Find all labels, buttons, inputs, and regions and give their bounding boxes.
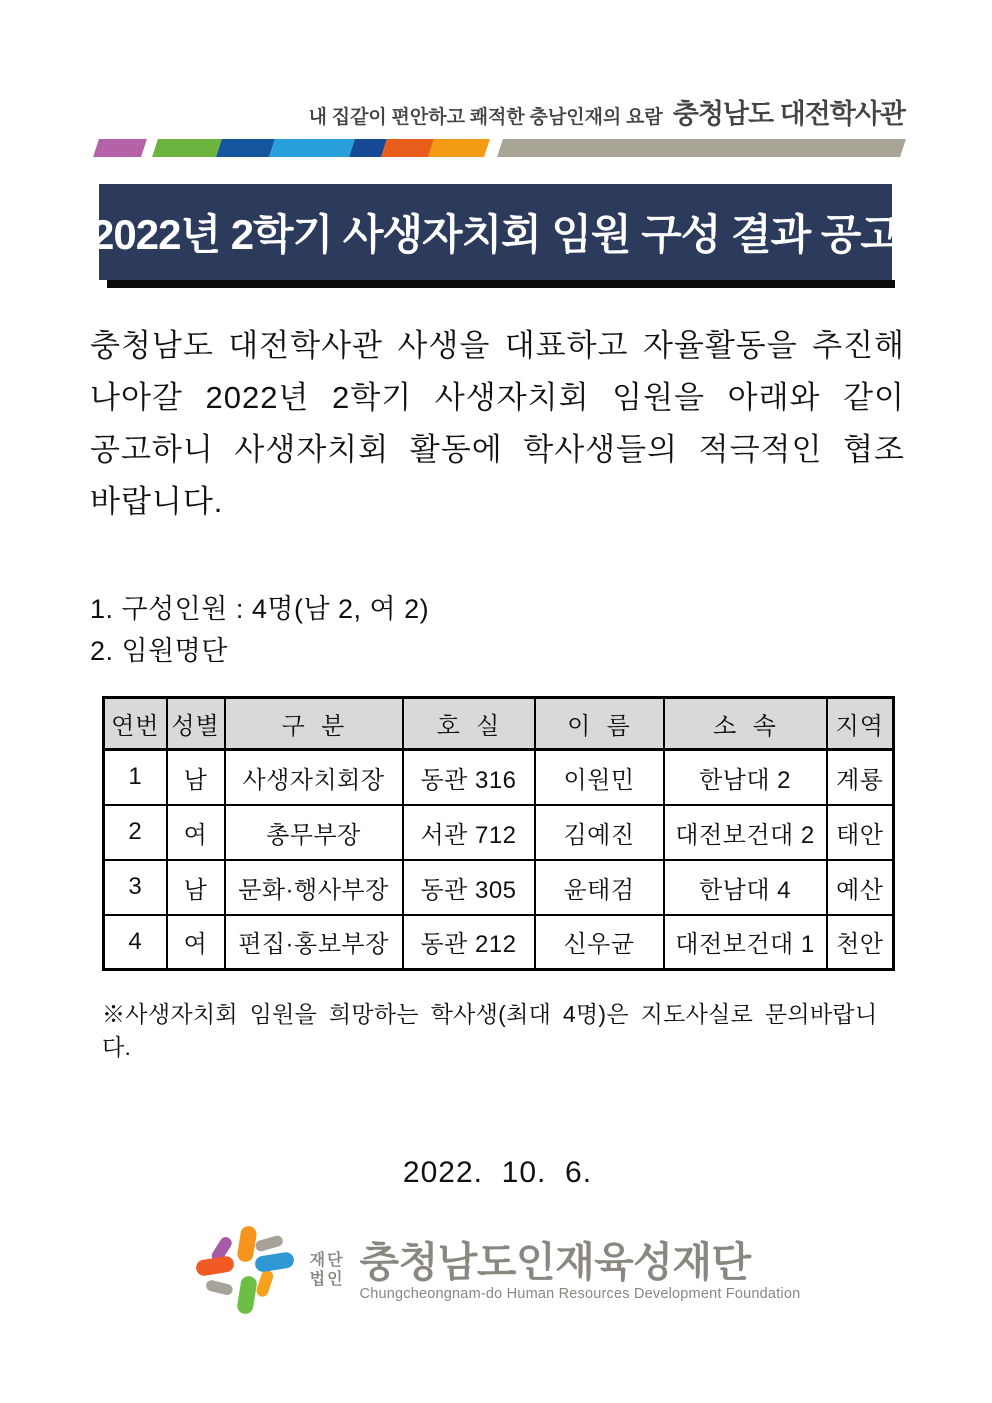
cell-region: 계룡 xyxy=(827,750,894,805)
cell-room: 동관 212 xyxy=(403,915,535,970)
cell-no: 4 xyxy=(104,915,167,970)
list-item-roster: 2. 임원명단 xyxy=(90,636,228,666)
stripe-segment-lightblue xyxy=(269,139,355,157)
decorative-stripe xyxy=(90,139,905,157)
header-slogan: 내 집같이 편안하고 쾌적한 충남인재의 요람 xyxy=(308,107,663,128)
col-header-no: 연번 xyxy=(104,698,167,750)
col-header-region: 지역 xyxy=(827,698,894,750)
cell-room: 동관 305 xyxy=(403,860,535,915)
cell-name: 김예진 xyxy=(535,805,664,860)
table-row xyxy=(104,915,894,970)
cell-region: 태안 xyxy=(827,805,894,860)
table-row xyxy=(104,860,894,915)
intro-line-3: 공고하니 사생자치회 활동에 학사생들의 적극적인 협조 xyxy=(90,432,905,467)
cell-role: 문화·행사부장 xyxy=(225,860,403,915)
cell-name: 이원민 xyxy=(535,750,664,805)
cell-school: 대전보건대 1 xyxy=(664,915,827,970)
col-header-name: 이 름 xyxy=(535,698,664,750)
cell-region: 천안 xyxy=(827,915,894,970)
header-brand: 충청남도 대전학사관 xyxy=(672,99,905,129)
table-row xyxy=(104,750,894,805)
org-main xyxy=(360,1239,801,1302)
cell-name: 윤태검 xyxy=(535,860,664,915)
stripe-segment-red xyxy=(381,139,434,157)
title-banner xyxy=(91,184,900,280)
org-prefix-bottom: 법인 xyxy=(309,1271,345,1288)
intro-line-2: 나아갈 2022년 2학기 사생자치회 임원을 아래와 같이 xyxy=(90,380,905,415)
col-header-room: 호 실 xyxy=(403,698,535,750)
cell-role: 총무부장 xyxy=(225,805,403,860)
stripe-segment-darkblue xyxy=(216,139,275,157)
col-header-school: 소 속 xyxy=(664,698,827,750)
stripe-segment-gray xyxy=(497,139,906,157)
cell-name: 신우균 xyxy=(535,915,664,970)
cell-no: 2 xyxy=(104,805,167,860)
org-name: 충청남도인재육성재단 xyxy=(359,1238,751,1285)
announcement-date: 2022. 10. 6. xyxy=(402,1156,593,1189)
masthead xyxy=(90,92,905,157)
cell-room: 동관 316 xyxy=(403,750,535,805)
cell-school: 한남대 4 xyxy=(664,860,827,915)
footer-logo xyxy=(90,1226,905,1314)
org-prefix-top: 재단 xyxy=(309,1252,345,1269)
org-name-english: Chungcheongnam-do Human Resources Development Foundation xyxy=(359,1285,801,1302)
cell-no: 1 xyxy=(104,750,167,805)
numbered-list xyxy=(90,588,905,672)
cell-role: 사생자치회장 xyxy=(225,750,403,805)
table-row xyxy=(104,805,894,860)
cell-no: 3 xyxy=(104,860,167,915)
intro-line-1: 충청남도 대전학사관 사생을 대표하고 자율활동을 추진해 xyxy=(90,328,905,363)
intro-paragraph xyxy=(90,320,905,528)
org-prefix xyxy=(310,1251,345,1289)
cell-gender: 남 xyxy=(167,750,225,805)
table-header-row xyxy=(104,698,894,750)
stripe-segment-magenta xyxy=(93,139,147,157)
masthead-line xyxy=(90,92,905,131)
cell-region: 예산 xyxy=(827,860,894,915)
footnote: ※사생자치회 임원을 희망하는 학사생(최대 4명)은 지도사실로 문의바랍니다. xyxy=(102,1001,878,1060)
cell-role: 편집·홍보부장 xyxy=(225,915,403,970)
col-header-role: 구 분 xyxy=(225,698,403,750)
col-header-gender: 성별 xyxy=(167,698,225,750)
list-item-members: 1. 구성인원 : 4명(남 2, 여 2) xyxy=(90,594,430,624)
cell-gender: 여 xyxy=(167,915,225,970)
intro-line-4: 바랍니다. xyxy=(90,484,224,519)
cell-school: 대전보건대 2 xyxy=(664,805,827,860)
cell-school: 한남대 2 xyxy=(664,750,827,805)
officer-table xyxy=(102,696,895,971)
cell-gender: 여 xyxy=(167,805,225,860)
page-title: 2022년 2학기 사생자치회 임원 구성 결과 공고 xyxy=(91,211,900,258)
cell-room: 서관 712 xyxy=(403,805,535,860)
pinwheel-flower-icon xyxy=(195,1226,295,1314)
stripe-segment-orange xyxy=(428,139,490,157)
cell-gender: 남 xyxy=(167,860,225,915)
stripe-segment-green xyxy=(152,139,222,157)
